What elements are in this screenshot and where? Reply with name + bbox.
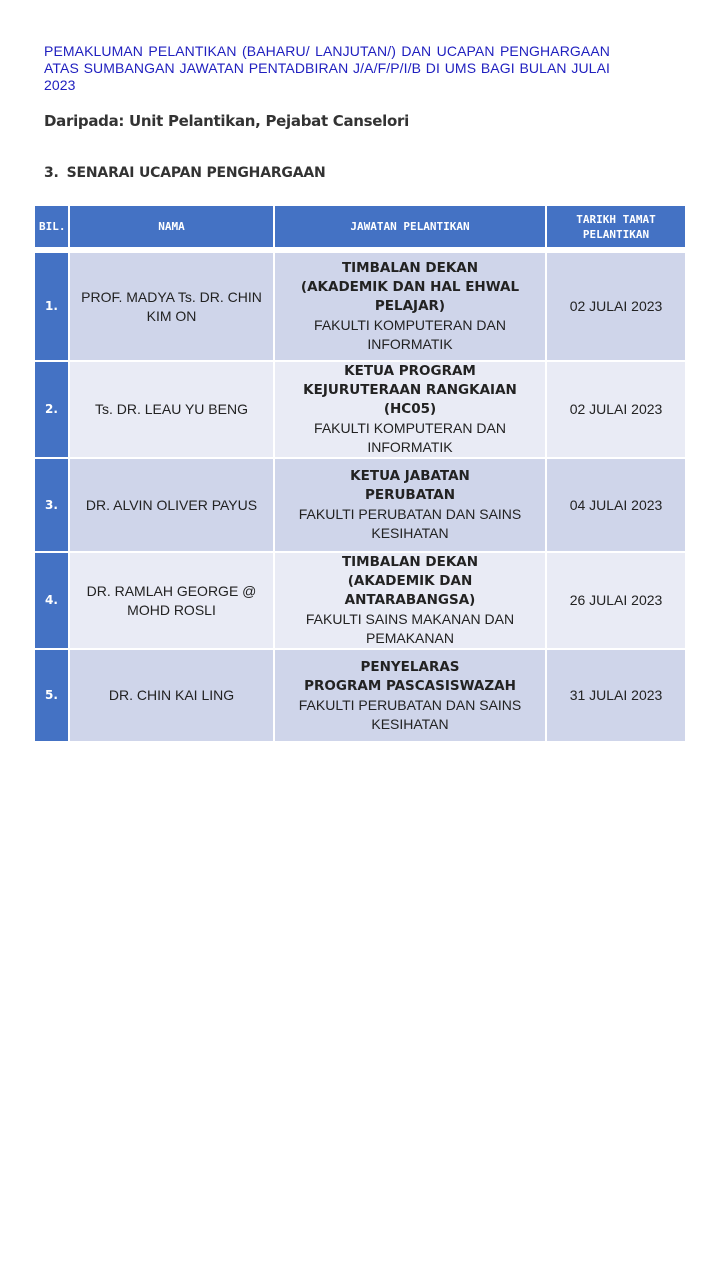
row-position — [274, 361, 546, 458]
header-bil: BIL. — [35, 206, 69, 248]
row-number: 1. — [35, 252, 69, 361]
row-end-date: 02 JULAI 2023 — [546, 252, 685, 361]
table-row — [35, 252, 685, 361]
row-position — [274, 649, 546, 742]
section-heading — [44, 165, 326, 181]
row-name: Ts. DR. LEAU YU BENG — [69, 361, 274, 458]
position-title: TIMBALAN DEKAN (AKADEMIK DAN ANTARABANGSA) — [341, 554, 479, 608]
position-faculty: FAKULTI SAINS MAKANAN DAN PEMAKANAN — [305, 611, 515, 646]
row-name: DR. CHIN KAI LING — [69, 649, 274, 742]
row-name: DR. RAMLAH GEORGE @ MOHD ROSLI — [69, 552, 274, 649]
position-title: KETUA PROGRAM KEJURUTERAAN RANGKAIAN (HC05) — [303, 363, 517, 417]
table-row — [35, 361, 685, 458]
table-row — [35, 552, 685, 649]
row-name: DR. ALVIN OLIVER PAYUS — [69, 458, 274, 552]
header-jawatan: JAWATAN PELANTIKAN — [274, 206, 546, 248]
row-end-date: 02 JULAI 2023 — [546, 361, 685, 458]
row-number: 2. — [35, 361, 69, 458]
row-name: PROF. MADYA Ts. DR. CHIN KIM ON — [69, 252, 274, 361]
header-tarikh: TARIKH TAMAT PELANTIKAN — [546, 206, 685, 248]
row-end-date: 26 JULAI 2023 — [546, 552, 685, 649]
sender-line: Daripada: Unit Pelantikan, Pejabat Canselori — [44, 112, 409, 130]
row-end-date: 04 JULAI 2023 — [546, 458, 685, 552]
position-title: PENYELARAS PROGRAM PASCASISWAZAH — [304, 658, 516, 694]
position-title: KETUA JABATAN PERUBATAN — [350, 468, 470, 503]
row-position — [274, 252, 546, 361]
header-nama: NAMA — [69, 206, 274, 248]
row-position — [274, 458, 546, 552]
position-faculty: FAKULTI PERUBATAN DAN SAINS KESIHATAN — [298, 506, 522, 541]
row-number: 4. — [35, 552, 69, 649]
row-end-date: 31 JULAI 2023 — [546, 649, 685, 742]
position-faculty: FAKULTI KOMPUTERAN DAN INFORMATIK — [314, 420, 506, 455]
section-number: 3. — [44, 165, 59, 181]
document-title: PEMAKLUMAN PELANTIKAN (BAHARU/ LANJUTAN/) DAN UCAPAN PENGHARGAAN ATAS SUMBANGAN JAWATAN PENTADBIRAN J/A/F/P/I/B DI UMS BAGI BULAN JULAI 2023 — [44, 43, 610, 93]
position-faculty: FAKULTI PERUBATAN DAN SAINS KESIHATAN — [298, 696, 522, 732]
table-header-row — [35, 206, 685, 248]
table-row — [35, 649, 685, 742]
position-faculty: FAKULTI KOMPUTERAN DAN INFORMATIK — [314, 317, 506, 352]
section-label: SENARAI UCAPAN PENGHARGAAN — [66, 165, 326, 181]
row-position — [274, 552, 546, 649]
table-row — [35, 458, 685, 552]
row-number: 5. — [35, 649, 69, 742]
appreciation-table — [35, 206, 685, 743]
position-title: TIMBALAN DEKAN (AKADEMIK DAN HAL EHWAL PELAJAR) — [300, 260, 520, 314]
row-number: 3. — [35, 458, 69, 552]
